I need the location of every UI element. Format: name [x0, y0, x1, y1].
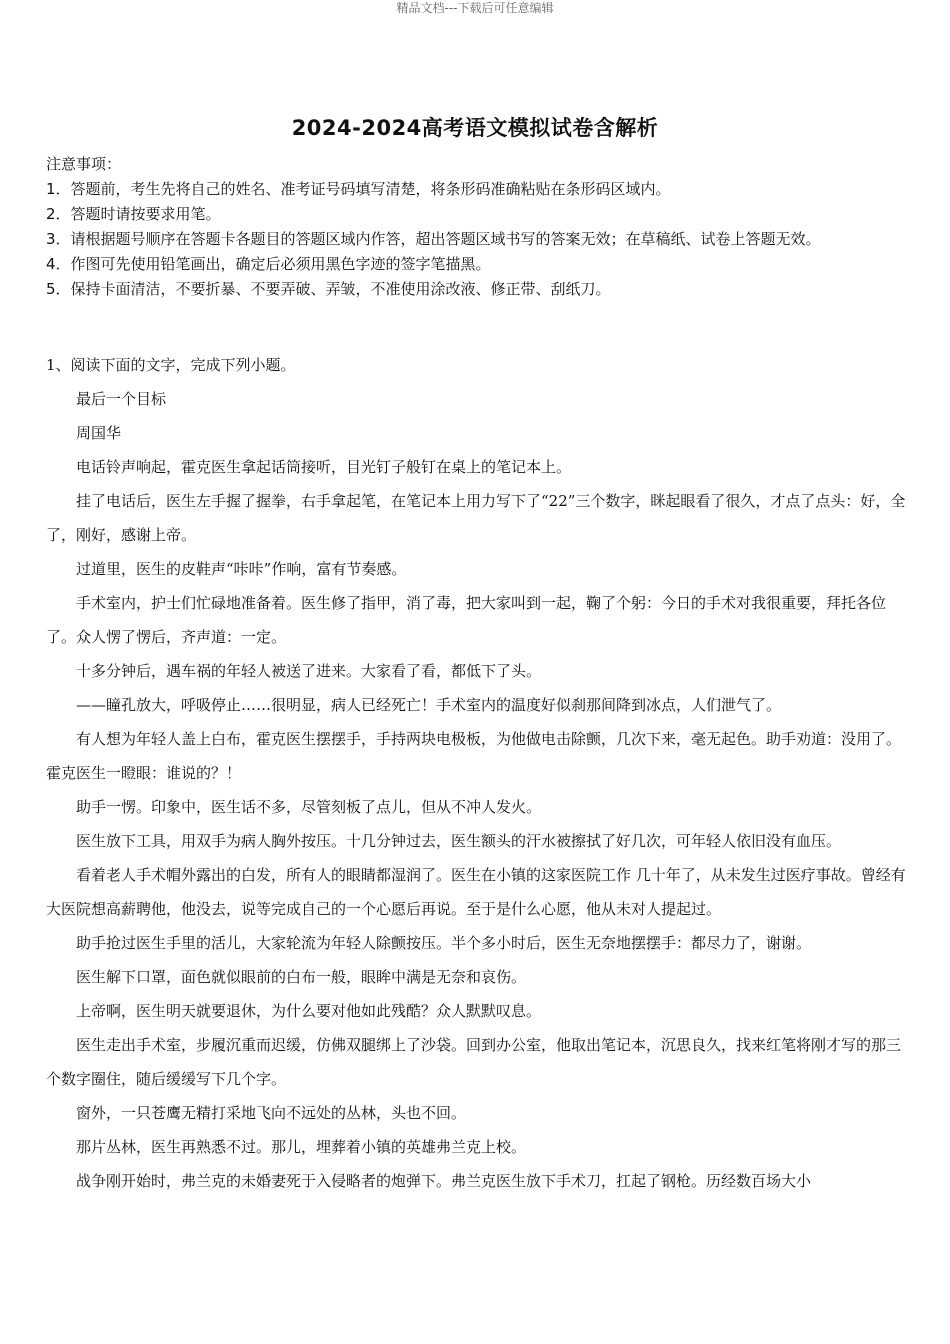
article-author: 周国华	[76, 424, 122, 442]
notice-item: 2．答题时请按要求用笔。	[46, 205, 221, 223]
notice-item: 5．保持卡面清洁，不要折暴、不要弄破、弄皱，不准使用涂改液、修正带、刮纸刀。	[46, 280, 611, 298]
page-header-note: 精品文档---下载后可任意编辑	[396, 1, 554, 15]
article-paragraph: 助手一愣。印象中，医生话不多，尽管刻板了点儿，但从不冲人发火。	[76, 798, 542, 816]
article-paragraph: 十多分钟后，遇车祸的年轻人被送了进来。大家看了看，都低下了头。	[76, 662, 542, 680]
article-paragraph: 手术室内，护士们忙碌地准备着。医生修了指甲，消了毒，把大家叫到一起，鞠了个躬：今日的手术对我很重要，拜托各位了。众人愣了愣后，齐声道：一定。	[46, 594, 887, 646]
article-paragraph: 医生走出手术室，步履沉重而迟缓，仿佛双腿绑上了沙袋。回到办公室，他取出笔记本，沉思良久，找来红笔将刚才写的那三个数字圈住，随后缓缓写下几个字。	[46, 1036, 902, 1088]
notice-section	[46, 152, 916, 302]
article-title: 最后一个目标	[76, 390, 167, 408]
notice-item: 3．请根据题号顺序在答题卡各题目的答题区域内作答，超出答题区域书写的答案无效；在草稿纸、试卷上答题无效。	[46, 230, 821, 248]
article-paragraph: 有人想为年轻人盖上白布，霍克医生摆摆手，手持两块电极板，为他做电击除颤，几次下来，毫无起色。助手劝道：没用了。霍克医生一瞪眼：谁说的？！	[46, 730, 902, 782]
notice-item: 1．答题前，考生先将自己的姓名、准考证号码填写清楚，将条形码准确粘贴在条形码区域内。	[46, 180, 671, 198]
article-paragraph: 那片丛林，医生再熟悉不过。那儿，埋葬着小镇的英雄弗兰克上校。	[76, 1138, 527, 1156]
article-paragraph: 医生解下口罩，面色就似眼前的白布一般，眼眸中满是无奈和哀伤。	[76, 968, 527, 986]
article-paragraph: 看着老人手术帽外露出的白发，所有人的眼睛都湿润了。医生在小镇的这家医院工作 几十年了，从未发生过医疗事故。曾经有大医院想高薪聘他，他没去，说等完成自己的一个心愿后再说。至于是什么心愿，他从未对人提起过。	[46, 866, 906, 918]
article-paragraph: 上帝啊，医生明天就要退休，为什么要对他如此残酷？众人默默叹息。	[76, 1002, 542, 1020]
article-paragraph: 窗外，一只苍鹰无精打采地飞向不远处的丛林，头也不回。	[76, 1104, 467, 1122]
article-paragraph: 挂了电话后，医生左手握了握拳，右手拿起笔，在笔记本上用力写下了“22”三个数字，眯起眼看了很久，才点了点头：好，全了，刚好，感谢上帝。	[46, 492, 906, 544]
question-section	[46, 348, 906, 1198]
notice-heading: 注意事项：	[46, 155, 122, 173]
article-paragraph: 助手抢过医生手里的活儿，大家轮流为年轻人除颤按压。半个多小时后，医生无奈地摆摆手：都尽力了，谢谢。	[76, 934, 812, 952]
article-paragraph: ——瞳孔放大，呼吸停止……很明显，病人已经死亡！手术室内的温度好似刹那间降到冰点，人们泄气了。	[76, 696, 782, 714]
article-paragraph: 医生放下工具，用双手为病人胸外按压。十几分钟过去，医生额头的汗水被擦拭了好几次，可年轻人依旧没有血压。	[76, 832, 842, 850]
question-stem: 1、阅读下面的文字，完成下列小题。	[46, 356, 296, 374]
article-paragraph: 战争刚开始时，弗兰克的未婚妻死于入侵略者的炮弹下。弗兰克医生放下手术刀，扛起了钢枪。历经数百场大小	[76, 1172, 812, 1190]
article-paragraph: 电话铃声响起，霍克医生拿起话筒接听，目光钉子般钉在桌上的笔记本上。	[76, 458, 572, 476]
notice-item: 4．作图可先使用铅笔画出，确定后必须用黑色字迹的签字笔描黑。	[46, 255, 491, 273]
page-title: 2024-2024高考语文模拟试卷含解析	[291, 116, 659, 140]
article-paragraph: 过道里，医生的皮鞋声“咔咔”作响，富有节奏感。	[76, 560, 407, 578]
